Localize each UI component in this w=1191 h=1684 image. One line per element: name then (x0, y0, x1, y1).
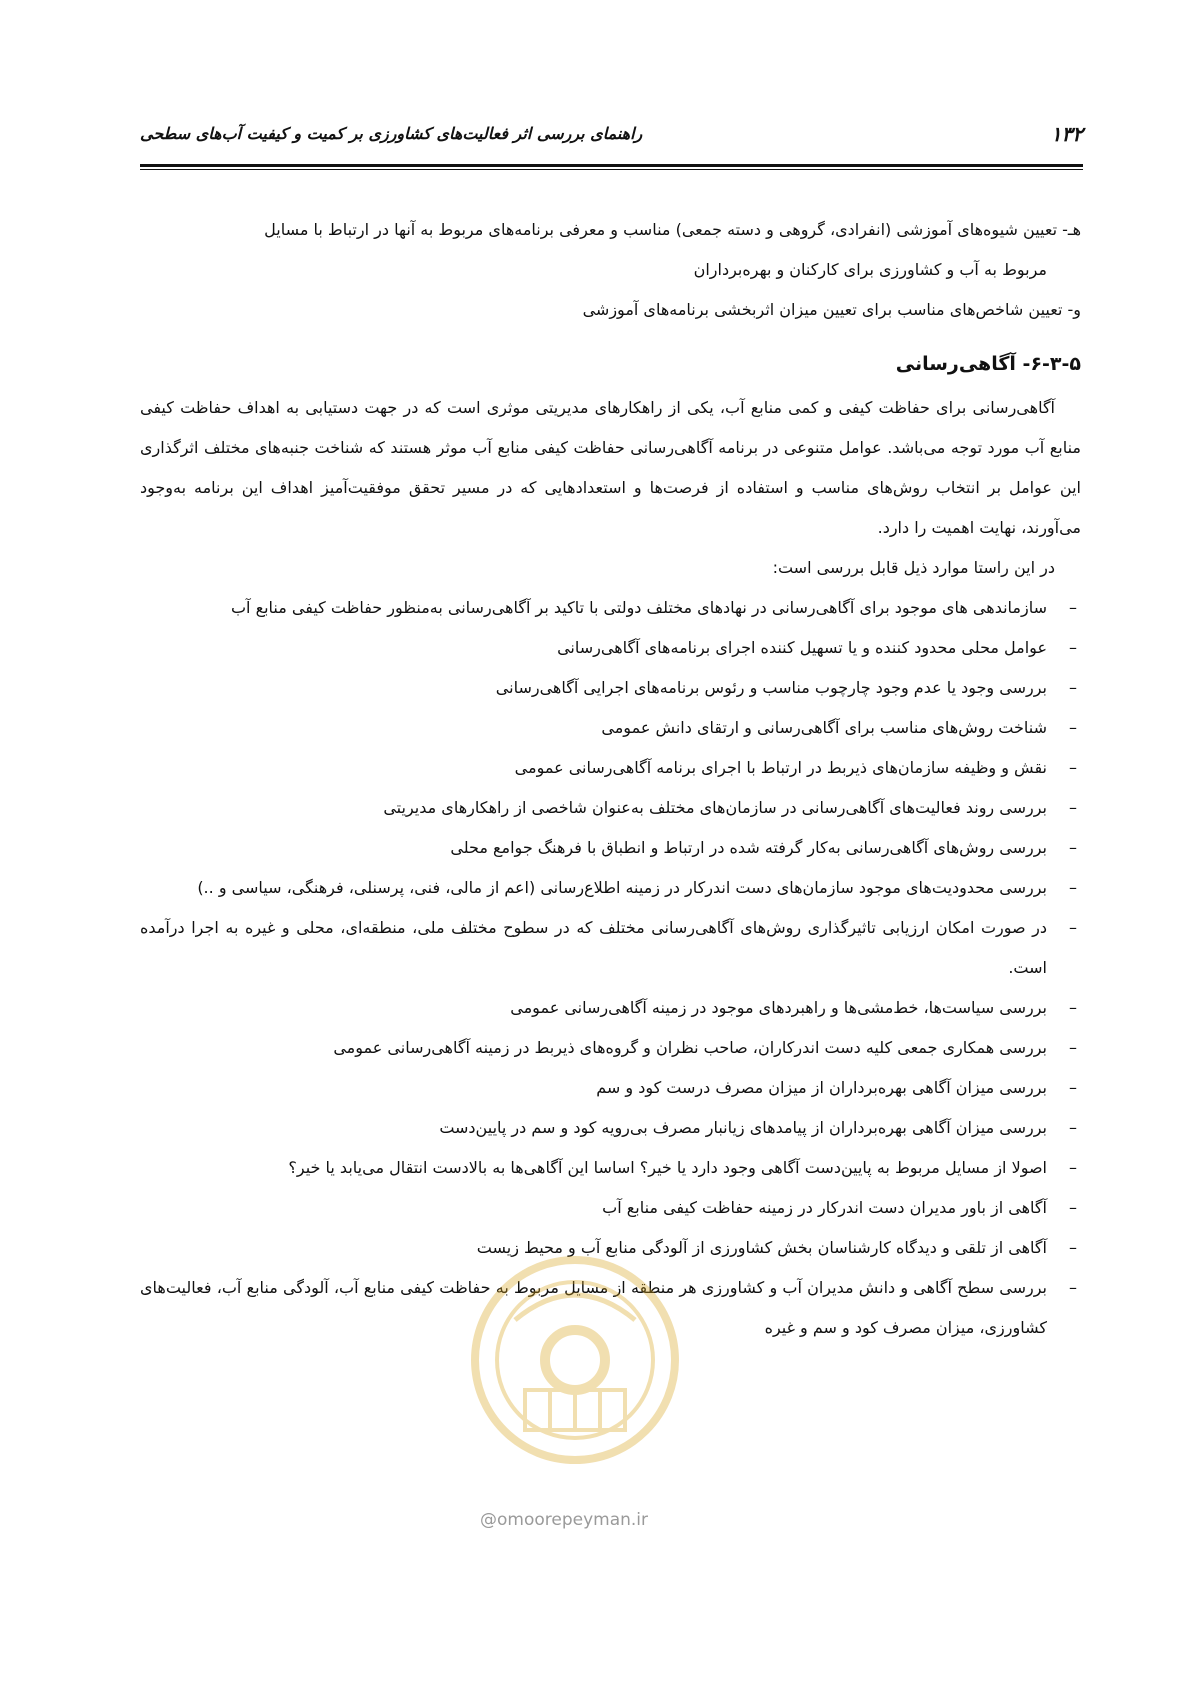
bullet-list (140, 588, 1081, 1348)
bullet-item (140, 908, 1081, 988)
dash-marker: – (1069, 798, 1077, 817)
bullet-item (140, 668, 1081, 708)
bullet-text: بررسی روش‌های آگاهی‌رسانی به‌کار گرفته شده در ارتباط و انطباق با فرهنگ جوامع محلی (450, 838, 1047, 857)
header-rule-thick (140, 164, 1083, 167)
bullet-item (140, 708, 1081, 748)
list-intro: در این راستا موارد ذیل قابل بررسی است: (772, 558, 1055, 577)
list-item-h-line2: مربوط به آب و کشاورزی برای کارکنان و بهره‌برداران (693, 260, 1047, 279)
dash-marker: – (1069, 678, 1077, 697)
bullet-text: بررسی میزان آگاهی بهره‌برداران از میزان مصرف درست کود و سم (596, 1078, 1047, 1097)
bullet-text: اصولا از مسایل مربوط به پایین‌دست آگاهی وجود دارد یا خیر؟ اساسا این آگاهی‌ها به بالادست انتقال می‌یابد یا خیر؟ (288, 1158, 1047, 1177)
running-title: راهنمای بررسی اثر فعالیت‌های کشاورزی بر کمیت و کیفیت آب‌های سطحی (140, 124, 643, 143)
bullet-item (140, 588, 1081, 628)
section-paragraph: آگاهی‌رسانی برای حفاظت کیفی و کمی منابع آب، یکی از راهکارهای مدیریتی موثری است که در جهت دستیابی به اهداف حفاظت کیفی منابع آب مورد توجه می‌باشد. عوامل متنوعی در برنامه آگاهی‌رسانی حفاظت کیفی منابع آب موثر هستند که شناخت جنبه‌های مختلف اثرگذاری این عوامل بر انتخاب روش‌های مناسب و استفاده از فرصت‌ها و استعدادهایی که در مسیر تحقق موفقیت‌آمیز اهداف این برنامه به‌وجود می‌آورند، نهایت اهمیت را دارد. (140, 398, 1081, 537)
watermark-logo (455, 1240, 695, 1500)
page-number: ۱۳۲ (1050, 122, 1083, 146)
dash-marker: – (1069, 1278, 1077, 1297)
list-item-h (140, 210, 1081, 290)
bullet-item (140, 1148, 1081, 1188)
bullet-item (140, 1108, 1081, 1148)
bullet-item (140, 988, 1081, 1028)
bullet-item (140, 828, 1081, 868)
dash-marker: – (1069, 1038, 1077, 1057)
dash-marker: – (1069, 758, 1077, 777)
section-heading: ۶-۳-۵- آگاهی‌رسانی (895, 353, 1081, 375)
bullet-text: بررسی سطح آگاهی و دانش مدیران آب و کشاورزی هر منطقه از مسایل مربوط به حفاظت کیفی منابع آب، آلودگی منابع آب، فعالیت‌های کشاورزی، میزان مصرف کود و سم و غیره (140, 1278, 1047, 1337)
dash-marker: – (1069, 1078, 1077, 1097)
bullet-text: عوامل محلی محدود کننده و یا تسهیل کننده اجرای برنامه‌های آگاهی‌رسانی (557, 638, 1047, 657)
dash-marker: – (1069, 998, 1077, 1017)
bullet-item (140, 788, 1081, 828)
page-header (140, 118, 1083, 158)
list-item-v: و- تعیین شاخص‌های مناسب برای تعیین میزان اثربخشی برنامه‌های آموزشی (582, 300, 1081, 319)
dash-marker: – (1069, 1238, 1077, 1257)
bullet-text: بررسی همکاری جمعی کلیه دست اندرکاران، صاحب نظران و گروه‌های ذیربط در زمینه آگاهی‌رسانی عمومی (333, 1038, 1047, 1057)
bullet-text: سازماندهی های موجود برای آگاهی‌رسانی در نهادهای مختلف دولتی با تاکید بر آگاهی‌رسانی به‌منظور حفاظت کیفی منابع آب (230, 598, 1047, 617)
dash-marker: – (1069, 838, 1077, 857)
header-rule-thin (140, 169, 1083, 170)
bullet-text: بررسی وجود یا عدم وجود چارچوب مناسب و رئوس برنامه‌های اجرایی آگاهی‌رسانی (495, 678, 1047, 697)
bullet-item (140, 868, 1081, 908)
bullet-item (140, 748, 1081, 788)
list-item-h-line1: هـ- تعیین شیوه‌های آموزشی (انفرادی، گروهی و دسته جمعی) مناسب و معرفی برنامه‌های مربوط به آنها در ارتباط با مسایل (264, 220, 1081, 239)
dash-marker: – (1069, 598, 1077, 617)
watermark-url: @omoorepeyman.ir (480, 1510, 649, 1530)
bullet-item (140, 1028, 1081, 1068)
dash-marker: – (1069, 878, 1077, 897)
bullet-text: آگاهی از باور مدیران دست اندرکار در زمینه حفاظت کیفی منابع آب (602, 1198, 1047, 1217)
bullet-text: بررسی سیاست‌ها، خط‌مشی‌ها و راهبردهای موجود در زمینه آگاهی‌رسانی عمومی (510, 998, 1047, 1017)
bullet-text: بررسی میزان آگاهی بهره‌برداران از پیامدهای زیانبار مصرف بی‌رویه کود و سم در پایین‌دست (439, 1118, 1047, 1137)
bullet-item (140, 628, 1081, 668)
dash-marker: – (1069, 918, 1077, 937)
bullet-text: بررسی محدودیت‌های موجود سازمان‌های دست اندرکار در زمینه اطلاع‌رسانی (اعم از مالی، فنی، پرسنلی، فرهنگی، سیاسی و ..) (197, 878, 1047, 897)
dash-marker: – (1069, 1198, 1077, 1217)
dash-marker: – (1069, 1158, 1077, 1177)
bullet-text: بررسی روند فعالیت‌های آگاهی‌رسانی در سازمان‌های مختلف به‌عنوان شاخصی از راهکارهای مدیریتی (383, 798, 1047, 817)
bullet-item (140, 1188, 1081, 1228)
dash-marker: – (1069, 718, 1077, 737)
bullet-text: نقش و وظیفه سازمان‌های ذیربط در ارتباط با اجرای برنامه آگاهی‌رسانی عمومی (514, 758, 1047, 777)
page-body (140, 210, 1081, 1348)
bullet-text: شناخت روش‌های مناسب برای آگاهی‌رسانی و ارتقای دانش عمومی (601, 718, 1047, 737)
dash-marker: – (1069, 1118, 1077, 1137)
bullet-item (140, 1068, 1081, 1108)
bullet-text: آگاهی از تلقی و دیدگاه کارشناسان بخش کشاورزی از آلودگی منابع آب و محیط زیست (476, 1238, 1047, 1257)
bullet-text: در صورت امکان ارزیابی تاثیرگذاری روش‌های آگاهی‌رسانی مختلف که در سطوح مختلف ملی، منطقه‌ای، محلی و غیره به اجرا درآمده است. (140, 918, 1047, 977)
dash-marker: – (1069, 638, 1077, 657)
